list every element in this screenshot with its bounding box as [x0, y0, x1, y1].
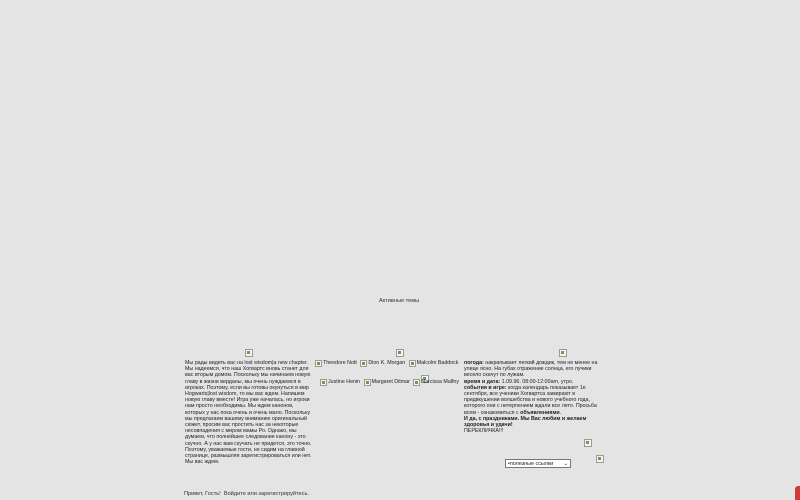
character-link[interactable]	[364, 379, 410, 386]
character-link[interactable]	[360, 360, 405, 367]
characters-row-2	[320, 379, 465, 388]
game-info-panel	[464, 360, 604, 434]
character-name: Narcissa Malfoy	[421, 379, 460, 386]
character-link[interactable]	[320, 379, 360, 386]
broken-image-icon	[584, 439, 592, 447]
useful-links-select[interactable]	[505, 459, 571, 468]
time-text: 1.09.96. 08:00-12:00am, утро.	[500, 378, 574, 385]
broken-image-icon	[396, 349, 404, 357]
character-link[interactable]	[315, 360, 357, 367]
character-name: Theodore Nott	[323, 360, 357, 367]
rollcall-link[interactable]: ПЕРЕКЛИЧКА!!!	[464, 428, 504, 435]
avatar-icon	[409, 360, 416, 367]
time-label: время и дата:	[464, 378, 501, 385]
holiday-text: И да, с праздниками. Мы Вас любим и желаем здоровья и удачи!	[464, 415, 587, 429]
avatar-icon	[360, 360, 367, 367]
character-link[interactable]	[409, 360, 459, 367]
corner-tab-button[interactable]	[795, 486, 800, 500]
events-text: когда календарь показывает 1е сентября, все ученики Хогвартса замирают в предвкушении волшебства и нового учебного года, которого они с нетерпением ждали все лето. Просьба всем - ознакомиться с	[464, 384, 597, 416]
events-label: события в игре:	[464, 384, 507, 391]
avatar-icon	[413, 379, 420, 386]
broken-image-icon	[596, 455, 604, 463]
broken-image-icon	[559, 349, 567, 357]
guest-greeting: Привет, Гость!	[184, 491, 221, 497]
active-topics-link[interactable]: Активные темы	[379, 298, 420, 304]
character-name: Malcolm Baddock	[416, 360, 459, 367]
character-name: Dion K. Morgan	[368, 360, 406, 367]
weather-label: погода:	[464, 360, 484, 366]
login-register-link[interactable]: Войдите или зарегистрируйтесь.	[223, 491, 309, 497]
avatar-icon	[320, 379, 327, 386]
events-end: .	[559, 409, 562, 416]
welcome-text: Мы рады видеть вас на lost wisdom|a new chapter. Мы надеемся, что наш Хогвартс вновь станет для вас вторым домом. Поскольку мы начинаем новую главу в жизни верданы, мы очень нуждаемся в игроках. Поэтому, если вы готовы окунуться в мир Hogwarts|lost wisdom, то мы вас ждем. Напишем новую главу вместе! Игра уже началась, но игроки нам просто необходимы. Мы ждем канонов, которых у нас пока очень и очень мало. Поскольку мы предлагаем вашему вниманию оригинальный сюжет, просим вас простить нас за некоторые несовпадения с миром мамы Ро. Однако, мы думаем, что полнейшее следование канону - это скучно. А у нас вам скучать не придется, это точно. Поэтому, уважаемые гости, не сидим на главной странице, размышляя зарегистрироваться или нет. Мы вас ждем.	[185, 360, 312, 466]
broken-image-icon	[245, 349, 253, 357]
character-name: Margaret Ditmar	[371, 379, 410, 386]
characters-row-1	[315, 360, 460, 369]
character-name: Justine Henin	[328, 379, 361, 386]
footer-greeting	[184, 491, 309, 497]
weather-text: накрапывает легкий дождик, тем не менее на улице ясно. На губах отражение солнца, его лучики весело скачут по лужам.	[464, 360, 598, 379]
avatar-icon	[364, 379, 371, 386]
select-value: •полезные ссылки	[508, 460, 554, 467]
announcements-link[interactable]: объявлениями	[520, 409, 560, 416]
avatar-icon	[315, 360, 322, 367]
character-link[interactable]	[413, 379, 459, 386]
chevron-down-icon: ⌄	[563, 460, 568, 467]
